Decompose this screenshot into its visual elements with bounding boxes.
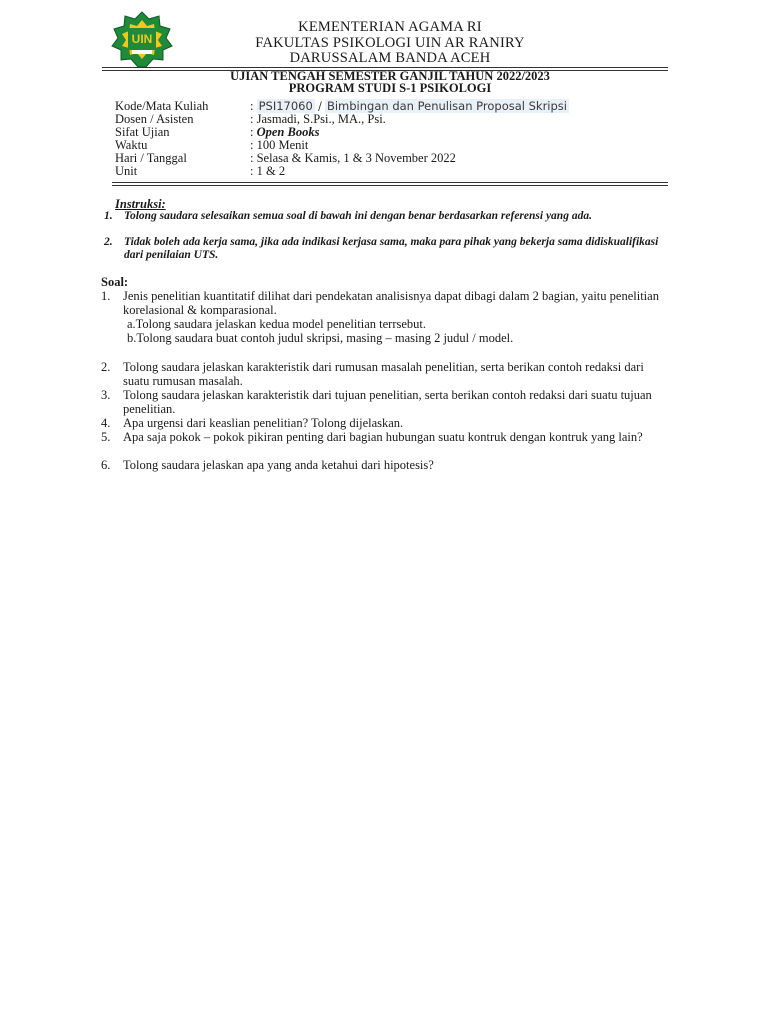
info-label: Waktu xyxy=(115,138,148,152)
info-value: : 1 & 2 xyxy=(250,164,286,178)
question-number: 6. xyxy=(101,458,111,472)
info-label: Kode/Mata Kuliah xyxy=(115,99,209,113)
instruction-text: Tidak boleh ada kerja sama, jika ada indikasi kerjasa sama, maka para pihak yang bekerja sama didiskualifikasi dari penilaian UTS. xyxy=(124,236,659,261)
header-ministry: KEMENTERIAN AGAMA RI xyxy=(298,19,482,35)
question-sub-a: a.Tolong saudara jelaskan kedua model penelitian terrsebut. xyxy=(127,317,427,331)
question-item-3 xyxy=(101,388,671,416)
instruction-item xyxy=(104,236,674,261)
info-label: Unit xyxy=(115,164,138,178)
uin-logo-icon xyxy=(102,10,182,70)
info-label: Hari / Tanggal xyxy=(115,151,187,165)
question-item-1 xyxy=(101,289,671,345)
question-number: 3. xyxy=(101,388,111,402)
header-divider xyxy=(102,67,668,68)
exam-type-colon: : xyxy=(250,125,254,139)
course-colon: : xyxy=(250,99,254,113)
course-code: PSI17060 xyxy=(258,99,313,113)
question-text: Jenis penelitian kuantitatif dilihat dari pendekatan analisisnya dapat dibagi dalam 2 bagian, yaitu penelitian korelasional & komparasional. xyxy=(123,289,659,317)
info-divider-thin xyxy=(112,185,668,186)
question-text: Apa urgensi dari keaslian penelitian? Tolong dijelaskan. xyxy=(123,416,404,430)
program-title: PROGRAM STUDI S-1 PSIKOLOGI xyxy=(288,81,492,95)
info-value: : Jasmadi, S.Psi., MA., Psi. xyxy=(250,112,386,126)
info-label: Sifat Ujian xyxy=(115,125,170,139)
instruction-item xyxy=(104,210,674,223)
question-text: Apa saja pokok – pokok pikiran penting dari bagian hubungan suatu kontruk dengan kontruk yang lain? xyxy=(123,430,643,444)
question-text: Tolong saudara jelaskan karakteristik dari tujuan penelitian, serta berikan contoh redaksi dari suatu tujuan penelitian. xyxy=(123,388,652,416)
question-number: 4. xyxy=(101,416,111,430)
info-divider xyxy=(112,182,668,183)
instruction-text: Tolong saudara selesaikan semua soal di bawah ini dengan benar berdasarkan referensi yang ada. xyxy=(124,210,592,222)
instruction-number: 2. xyxy=(104,236,113,248)
question-item-6 xyxy=(101,458,671,472)
exam-title: UJIAN TENGAH SEMESTER GANJIL TAHUN 2022/2023 xyxy=(230,69,550,83)
info-label: Dosen / Asisten xyxy=(115,112,194,126)
course-separator: / xyxy=(317,99,322,113)
question-text: Tolong saudara jelaskan karakteristik dari rumusan masalah penelitian, serta berikan contoh redaksi dari suatu rumusan masalah. xyxy=(123,360,644,388)
questions-title: Soal: xyxy=(101,275,129,289)
question-text: Tolong saudara jelaskan apa yang anda ketahui dari hipotesis? xyxy=(123,458,434,472)
logo-lettering: UIN xyxy=(131,32,153,46)
question-sub-b: b.Tolong saudara buat contoh judul skripsi, masing – masing 2 judul / model. xyxy=(127,331,514,345)
instructions-title: Instruksi: xyxy=(115,197,166,211)
question-item-2 xyxy=(101,360,671,388)
course-name: Bimbingan dan Penulisan Proposal Skripsi xyxy=(326,99,567,113)
exam-type-value: Open Books xyxy=(256,125,320,139)
info-value: : 100 Menit xyxy=(250,138,309,152)
question-number: 5. xyxy=(101,430,111,444)
question-number: 1. xyxy=(101,289,111,303)
header-faculty: FAKULTAS PSIKOLOGI UIN AR RANIRY xyxy=(255,35,525,51)
instruction-number: 1. xyxy=(104,210,113,222)
question-item-4 xyxy=(101,416,671,430)
info-value: : Selasa & Kamis, 1 & 3 November 2022 xyxy=(250,151,456,165)
question-item-5 xyxy=(101,430,671,444)
question-number: 2. xyxy=(101,360,111,374)
header-location: DARUSSALAM BANDA ACEH xyxy=(289,50,491,66)
